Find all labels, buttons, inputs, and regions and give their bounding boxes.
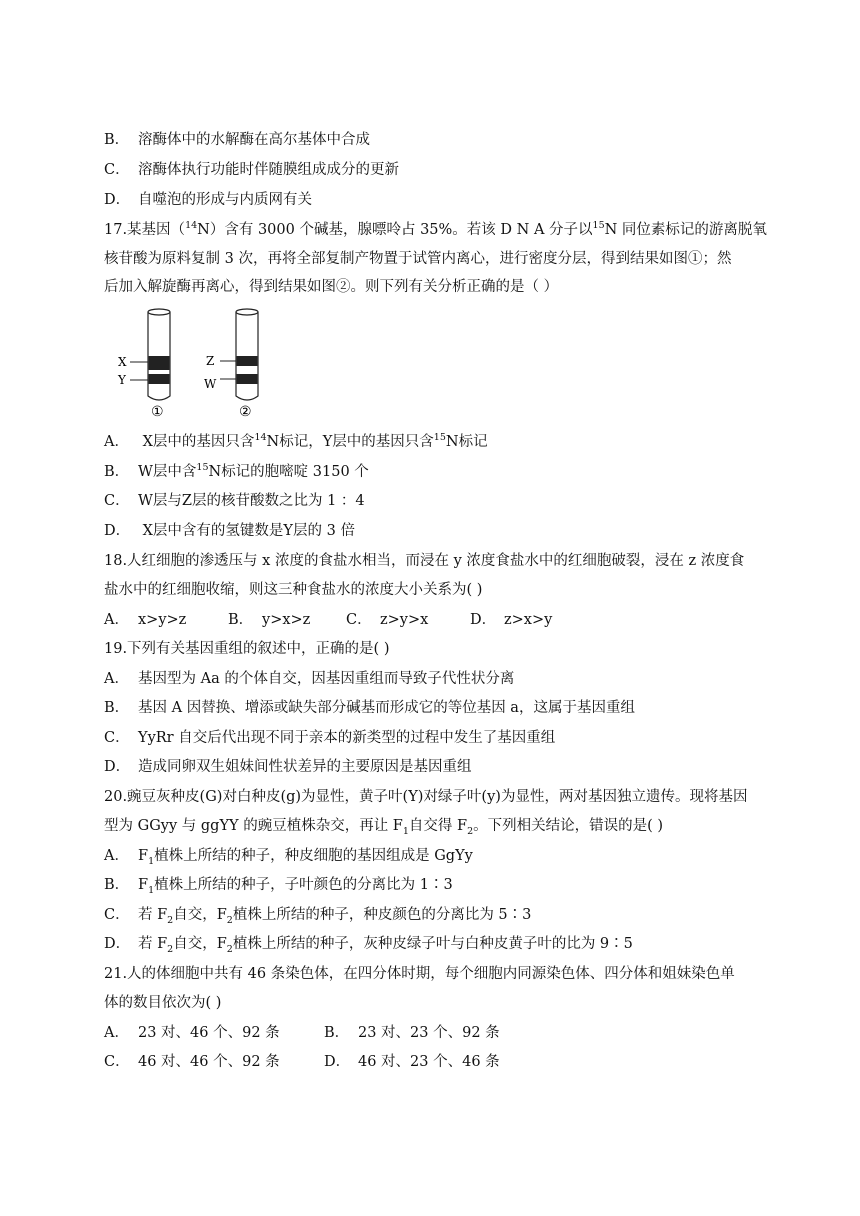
option-text: 植株上所结的种子，种皮颜色的分离比为 5∶3 — [232, 907, 532, 923]
option-label: C． — [104, 730, 130, 746]
option-label: C． — [104, 162, 130, 178]
superscript: 14 — [254, 432, 267, 444]
q21-stem-line-2 — [104, 993, 764, 1013]
stem-text: 型为 GGyy 与 ggYY 的豌豆植株杂交，再让 F — [104, 818, 403, 834]
band-x — [149, 356, 170, 370]
stem-text: 。下列相关结论，错误的是( ) — [473, 818, 664, 834]
option-label: D． — [104, 523, 131, 539]
superscript: 15 — [433, 432, 446, 444]
option-label: B． — [104, 464, 130, 480]
option-label: D． — [104, 192, 131, 208]
q19-option-d — [104, 757, 764, 777]
label-x: X — [118, 355, 127, 369]
option-text: z>y>x — [380, 612, 429, 628]
q18-option-c — [346, 610, 428, 630]
tube-2 — [204, 309, 258, 420]
caption-2: ② — [239, 404, 252, 420]
label-y: Y — [118, 373, 126, 387]
stem-text: 20.豌豆灰种皮(G)对白种皮(g)为显性，黄子叶(Y)对绿子叶(y)为显性，两对基因独立遗传。现将基因 — [104, 789, 748, 805]
option-text: 23 对、46 个、92 条 — [138, 1025, 280, 1041]
option-text: N标记，Y层中的基因只含 — [266, 434, 434, 450]
option-label: C． — [346, 612, 372, 628]
q20-option-b — [104, 875, 764, 895]
option-text: 46 对、46 个、92 条 — [138, 1054, 280, 1070]
q20-stem-line-1 — [104, 787, 764, 807]
option-text: 植株上所结的种子，子叶颜色的分离比为 1∶3 — [154, 877, 453, 893]
option-text: 自噬泡的形成与内质网有关 — [138, 192, 312, 208]
tube-1 — [117, 309, 170, 420]
q19-option-a — [104, 669, 764, 689]
option-text: 自交，F — [173, 936, 227, 952]
option-text: 溶酶体中的水解酶在高尔基体中合成 — [138, 132, 370, 148]
q18-stem-line-2 — [104, 580, 764, 600]
superscript: 14 — [185, 220, 198, 232]
option-label: C． — [104, 493, 130, 509]
option-text: 植株上所结的种子，灰种皮绿子叶与白种皮黄子叶的比为 9∶5 — [232, 936, 633, 952]
superscript: 15 — [196, 462, 209, 474]
label-z: Z — [206, 354, 215, 368]
q20-option-d — [104, 934, 764, 954]
stem-text: 核苷酸为原料复制 3 次，再将全部复制产物置于试管内离心，进行密度分层，得到结果如图①；然 — [104, 251, 732, 267]
q16-option-d — [104, 190, 764, 210]
centrifuge-tubes-figure — [108, 304, 278, 422]
stem-text: 19.下列有关基因重组的叙述中，正确的是( ) — [104, 641, 390, 657]
option-text: F — [138, 877, 149, 893]
q18-option-b — [228, 610, 310, 630]
option-label: D． — [470, 612, 497, 628]
option-text: 自交，F — [173, 907, 227, 923]
option-text: 造成同卵双生姐妹间性状差异的主要原因是基因重组 — [138, 759, 472, 775]
stem-text: N 同位素标记的游离脱氧 — [604, 222, 767, 238]
option-text: N标记的胞嘧啶 3150 个 — [208, 464, 369, 480]
q17-stem-line-3 — [104, 277, 764, 297]
stem-text: 体的数目依次为( ) — [104, 995, 222, 1011]
band-y — [149, 374, 170, 384]
q21-option-d — [324, 1052, 500, 1072]
q17-option-b — [104, 462, 764, 482]
stem-text: 后加入解旋酶再离心，得到结果如图②。则下列有关分析正确的是（ ） — [104, 279, 559, 295]
option-label: A． — [104, 848, 129, 864]
option-text: 23 对、23 个、92 条 — [358, 1025, 500, 1041]
option-label: B． — [104, 132, 130, 148]
q21-option-a — [104, 1023, 280, 1043]
subscript: 2 — [167, 943, 174, 955]
q19-option-b — [104, 698, 764, 718]
stem-text: 21.人的体细胞中共有 46 条染色体，在四分体时期，每个细胞内同源染色体、四分体和姐妹染色单 — [104, 966, 735, 982]
option-label: C． — [104, 907, 130, 923]
q21-option-b — [324, 1023, 500, 1043]
option-text: 植株上所结的种子，种皮细胞的基因组成是 GgYy — [154, 848, 473, 864]
q20-option-a — [104, 846, 764, 866]
option-label: A． — [104, 612, 129, 628]
option-label: D． — [324, 1054, 351, 1070]
q21-stem-line-1 — [104, 964, 764, 984]
option-label: C． — [104, 1054, 130, 1070]
stem-text: 17.某基因（ — [104, 222, 186, 238]
band-z — [237, 356, 258, 366]
q16-option-c — [104, 160, 764, 180]
option-text: 若 F — [138, 907, 168, 923]
option-label: B． — [104, 700, 130, 716]
subscript: 2 — [226, 914, 233, 926]
option-label: D． — [104, 936, 131, 952]
option-text: 溶酶体执行功能时伴随膜组成成分的更新 — [138, 162, 399, 178]
stem-text: N）含有 3000 个碱基，腺嘌呤占 35%。若该 D N A 分子以 — [197, 222, 593, 238]
q18-option-a — [104, 610, 186, 630]
subscript: 2 — [226, 943, 233, 955]
option-label: A． — [104, 1025, 129, 1041]
q19-stem — [104, 639, 764, 659]
option-label: D． — [104, 759, 131, 775]
option-text: F — [138, 848, 149, 864]
label-w: W — [204, 377, 217, 391]
q17-option-a — [104, 432, 764, 452]
option-label: B． — [228, 612, 254, 628]
option-label: B． — [324, 1025, 350, 1041]
option-label: B． — [104, 877, 130, 893]
q17-option-c — [104, 491, 764, 511]
option-text: 若 F — [138, 936, 168, 952]
q17-option-d — [104, 521, 764, 541]
q21-option-c — [104, 1052, 280, 1072]
band-w — [237, 374, 258, 384]
caption-1: ① — [151, 404, 164, 420]
q19-option-c — [104, 728, 764, 748]
option-text: N标记 — [445, 434, 488, 450]
q17-stem-line-2 — [104, 249, 764, 269]
q17-stem-line-1 — [104, 220, 767, 240]
subscript: 1 — [402, 825, 409, 837]
stem-text: 自交得 F — [408, 818, 468, 834]
option-text: W层与Z层的核苷酸数之比为 1 ：4 — [138, 493, 365, 509]
option-text: y>x>z — [262, 612, 311, 628]
q16-option-b — [104, 130, 764, 150]
stem-text: 盐水中的红细胞收缩，则这三种食盐水的浓度大小关系为( ) — [104, 582, 483, 598]
option-label: A． — [104, 671, 129, 687]
q20-stem-line-2 — [104, 816, 764, 836]
option-text: z>x>y — [504, 612, 553, 628]
option-text: x>y>z — [138, 612, 187, 628]
option-text: X层中的基因只含 — [138, 434, 255, 450]
q18-option-d — [470, 610, 552, 630]
subscript: 1 — [148, 855, 155, 867]
option-text: 基因 A 因替换、增添或缺失部分碱基而形成它的等位基因 a，这属于基因重组 — [138, 700, 635, 716]
q18-stem-line-1 — [104, 551, 764, 571]
subscript: 2 — [467, 825, 474, 837]
superscript: 15 — [592, 220, 605, 232]
subscript: 1 — [148, 884, 155, 896]
option-text: X层中含有的氢键数是Y层的 3 倍 — [138, 523, 355, 539]
option-text: W层中含 — [138, 464, 197, 480]
option-text: 基因型为 Aa 的个体自交，因基因重组而导致子代性状分离 — [138, 671, 515, 687]
subscript: 2 — [167, 914, 174, 926]
option-text: 46 对、23 个、46 条 — [358, 1054, 500, 1070]
stem-text: 18.人红细胞的渗透压与 x 浓度的食盐水相当，而浸在 y 浓度食盐水中的红细胞破裂，浸在 z 浓度食 — [104, 553, 745, 569]
option-text: YyRr 自交后代出现不同于亲本的新类型的过程中发生了基因重组 — [138, 730, 556, 746]
option-label: A． — [104, 434, 129, 450]
q20-option-c — [104, 905, 764, 925]
